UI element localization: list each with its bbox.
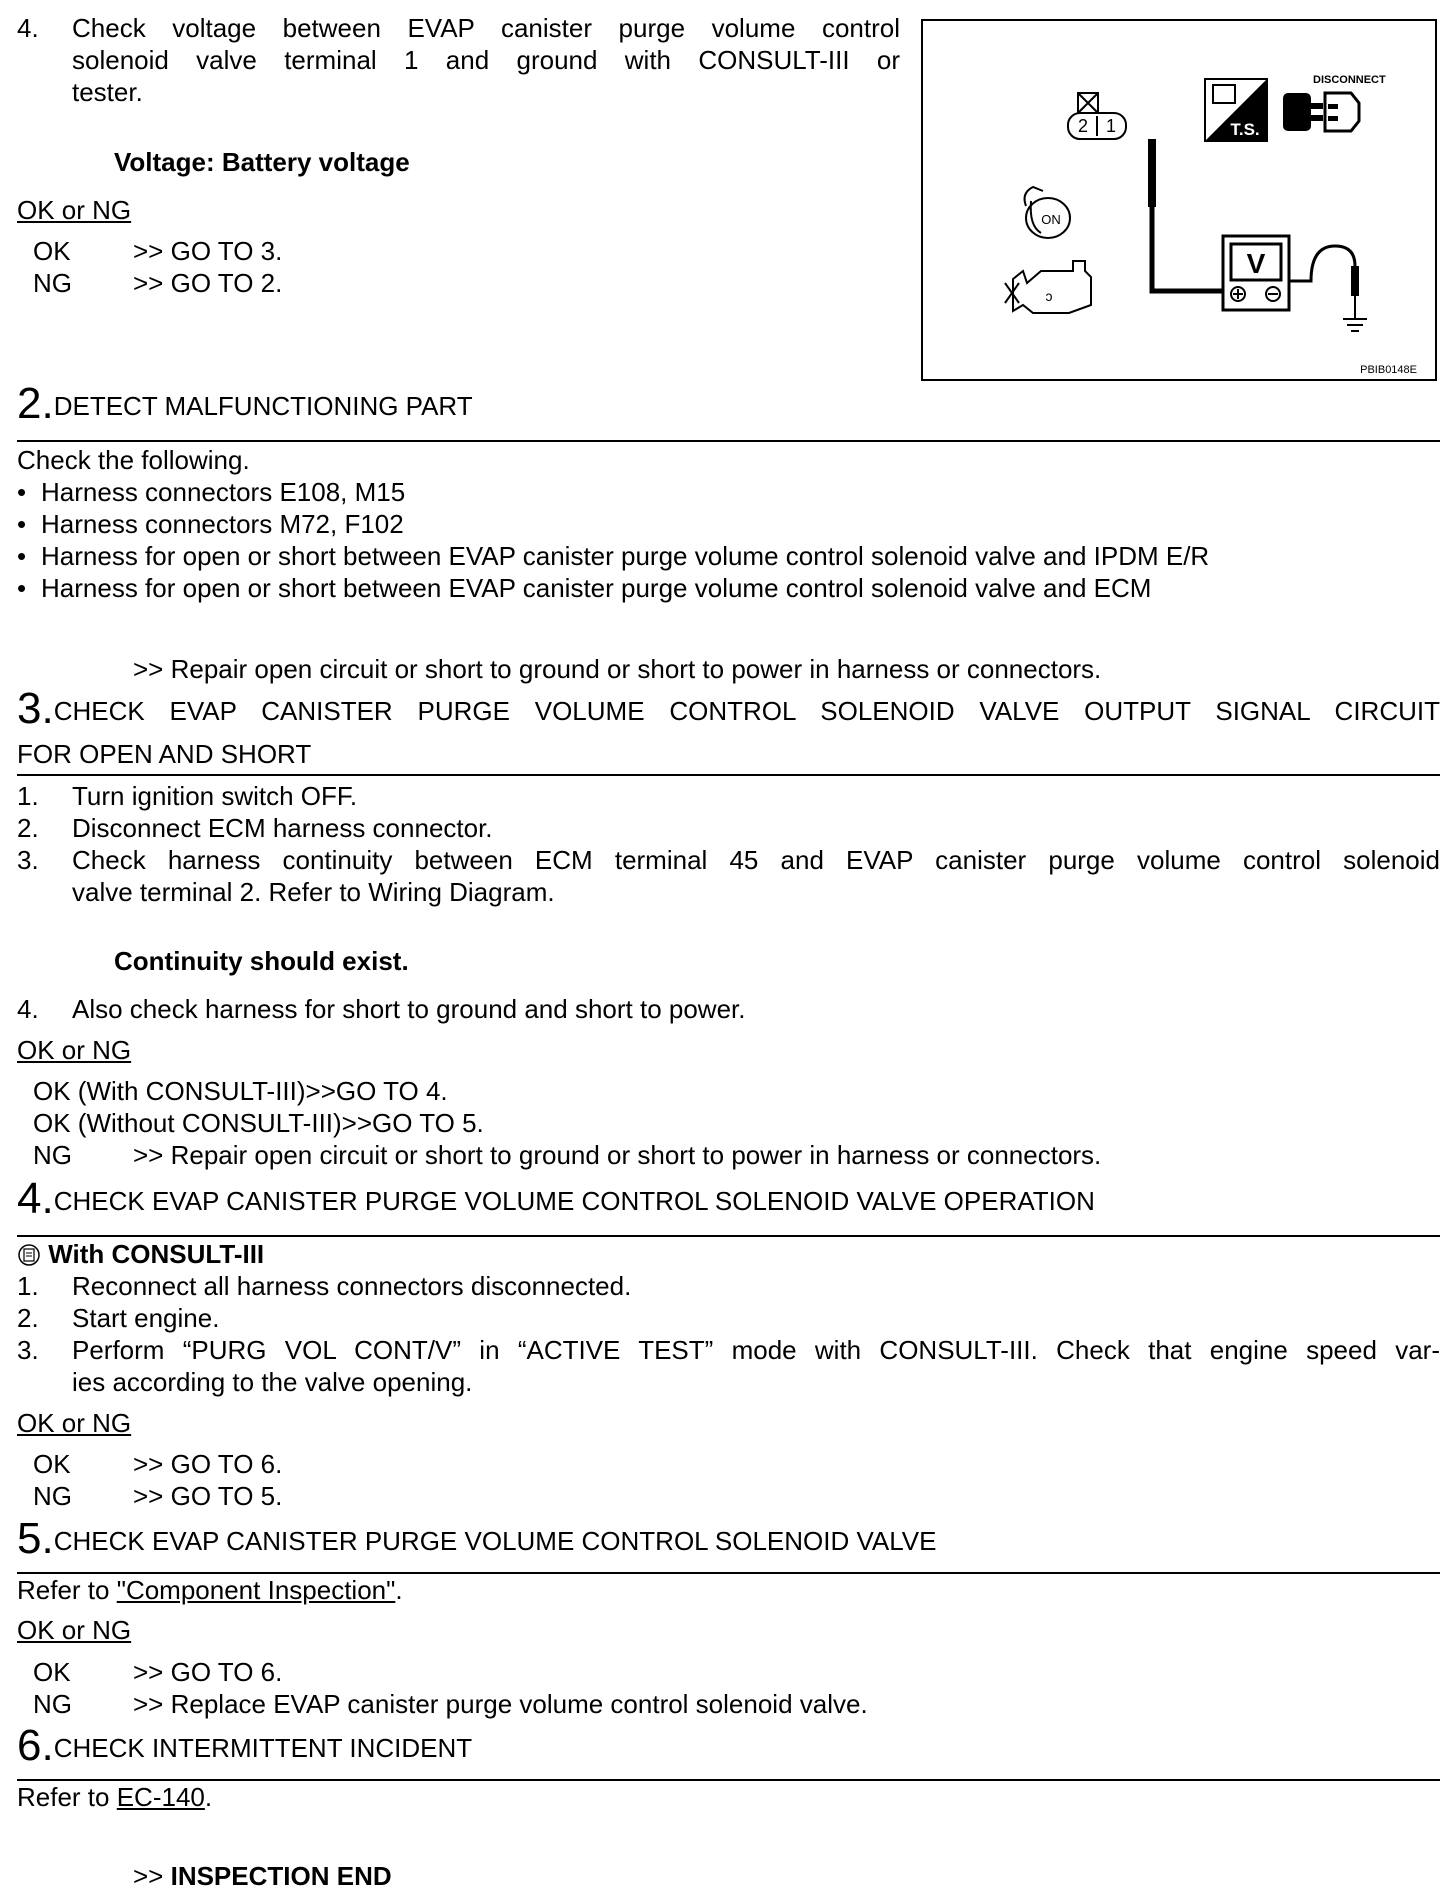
step3-rule (17, 774, 1440, 776)
result-key-ng: NG (33, 1689, 72, 1719)
result-value-ng[interactable]: >> GO TO 5. (133, 1481, 283, 1511)
step6-refer (17, 1781, 212, 1813)
ok-or-ng-heading: OK or NG (17, 195, 132, 225)
component-inspection-link[interactable]: "Component Inspection" (116, 1575, 396, 1605)
step4-number: 4. (17, 1174, 54, 1223)
step2-rule (17, 440, 1440, 442)
disconnect-label: DISCONNECT (1313, 74, 1386, 86)
step3-item-text: Also check harness for short to ground and short to power. (72, 994, 746, 1024)
ignition-on-icon (1025, 187, 1070, 238)
step4-title: CHECK EVAP CANISTER PURGE VOLUME CONTROL SOLENOID VALVE OPERATION (53, 1186, 1095, 1216)
step2-title: DETECT MALFUNCTIONING PART (53, 391, 473, 421)
step2-intro: Check the following. (17, 445, 250, 475)
with-consult-label: With CONSULT-III (48, 1239, 265, 1269)
step3-item-number: 4. (17, 994, 39, 1024)
step3-title-line2: FOR OPEN AND SHORT (17, 739, 312, 769)
step3-item-number: 2. (17, 813, 39, 843)
step1-item4-line1: Check voltage between EVAP canister purge volume control (72, 13, 900, 43)
step3-item-text: Check harness continuity between ECM terminal 45 and EVAP canister purge volume control solenoid (72, 845, 1440, 875)
continuity-spec: Continuity should exist. (114, 946, 409, 976)
pin-2-label: 2 (1077, 116, 1089, 136)
end-prefix: >> (133, 1861, 171, 1891)
step5-number: 5. (17, 1514, 54, 1563)
step2-number: 2. (17, 379, 54, 428)
step5-heading (17, 1514, 937, 1563)
step4-item-number: 2. (17, 1303, 39, 1333)
step5-refer (17, 1574, 403, 1606)
step3-item-number: 1. (17, 781, 39, 811)
svg-text:ↄ: ↄ (1045, 288, 1053, 304)
refer-prefix: Refer to (17, 1575, 117, 1605)
step4-item-number: 3. (17, 1335, 39, 1365)
step4-item-text: Start engine. (72, 1303, 220, 1333)
inspection-end[interactable] (133, 1860, 392, 1892)
step4-item-text-cont: ies according to the valve opening. (72, 1367, 473, 1397)
voltmeter-icon (1223, 236, 1289, 310)
wiring-figure (921, 19, 1437, 381)
step2-action[interactable]: >> Repair open circuit or short to ground or short to power in harness or connectors. (133, 654, 1102, 684)
step4-item-text: Reconnect all harness connectors disconnected. (72, 1271, 632, 1301)
result-value-ng[interactable]: >> Replace EVAP canister purge volume control solenoid valve. (133, 1689, 868, 1719)
ec-140-link[interactable]: EC-140 (116, 1782, 205, 1812)
result-value-ok[interactable]: >> GO TO 6. (133, 1449, 283, 1479)
step4-heading (17, 1174, 1095, 1223)
result-value-ng[interactable]: >> Repair open circuit or short to ground or short to power in harness or connectors. (133, 1140, 1102, 1170)
step4-item-number: 1. (17, 1271, 39, 1301)
step4-rule (17, 1235, 1440, 1237)
ts-label: T.S. (1230, 120, 1260, 139)
result-key-ng: NG (33, 1481, 72, 1511)
engine-icon (1005, 261, 1091, 313)
ok-or-ng-heading: OK or NG (17, 1615, 132, 1645)
step6-rule (17, 1779, 1440, 1781)
ok-or-ng-heading: OK or NG (17, 1408, 132, 1438)
result-key-ok: OK (33, 1657, 71, 1687)
test-switch-icon (1205, 79, 1267, 141)
step4-item-text: Perform “PURG VOL CONT/V” in “ACTIVE TEST” mode with CONSULT-III. Check that engine speed var- (72, 1335, 1440, 1365)
step3-item-number: 3. (17, 845, 39, 875)
step3-title-line1: CHECK EVAP CANISTER PURGE VOLUME CONTROL SOLENOID VALVE OUTPUT SIGNAL CIRCUIT (53, 696, 1440, 726)
connector-icon (1068, 93, 1126, 139)
refer-prefix: Refer to (17, 1782, 117, 1812)
meter-label: V (1246, 248, 1266, 279)
step6-heading (17, 1721, 473, 1770)
on-label: ON (1041, 212, 1061, 227)
result-ok-with-consult[interactable]: OK (With CONSULT-III)>>GO TO 4. (33, 1076, 448, 1106)
step3-heading (17, 684, 1440, 733)
step3-item-text: Disconnect ECM harness connector. (72, 813, 493, 843)
result-value-ng[interactable]: >> GO TO 2. (133, 268, 283, 298)
bullet-marker: • (17, 509, 27, 539)
ok-or-ng-heading: OK or NG (17, 1035, 132, 1065)
inspection-end-label: INSPECTION END (170, 1861, 392, 1891)
voltage-spec: Voltage: Battery voltage (114, 147, 410, 177)
probe-wire (1148, 139, 1223, 291)
step3-item-text-cont: valve terminal 2. Refer to Wiring Diagram. (72, 877, 555, 907)
result-ok-without-consult[interactable]: OK (Without CONSULT-III)>>GO TO 5. (33, 1108, 484, 1138)
step3-item-text: Turn ignition switch OFF. (72, 781, 358, 811)
bullet-marker: • (17, 541, 27, 571)
result-key-ok: OK (33, 1449, 71, 1479)
step1-item4-line3: tester. (72, 77, 143, 107)
step1-item4-number: 4. (17, 13, 39, 43)
result-value-ok[interactable]: >> GO TO 6. (133, 1657, 283, 1687)
consult-icon (17, 1243, 41, 1267)
step1-item4-line2: solenoid valve terminal 1 and ground with CONSULT-III or (72, 45, 900, 75)
bullet-item: Harness for open or short between EVAP canister purge volume control solenoid valve and IPDM E/R (41, 541, 1210, 571)
bullet-marker: • (17, 573, 27, 603)
step3-number: 3. (17, 684, 54, 733)
bullet-item: Harness for open or short between EVAP canister purge volume control solenoid valve and ECM (41, 573, 1152, 603)
result-key-ng: NG (33, 268, 72, 298)
step6-title: CHECK INTERMITTENT INCIDENT (53, 1733, 473, 1763)
pin-1-label: 1 (1105, 116, 1117, 136)
bullet-marker: • (17, 477, 27, 507)
step6-number: 6. (17, 1721, 54, 1770)
ground-lead (1289, 246, 1367, 331)
result-key-ok: OK (33, 236, 71, 266)
disconnect-icon (1283, 74, 1386, 131)
step5-title: CHECK EVAP CANISTER PURGE VOLUME CONTROL SOLENOID VALVE (53, 1526, 937, 1556)
bullet-item: Harness connectors M72, F102 (41, 509, 404, 539)
step2-heading (17, 379, 473, 428)
with-consult-row (17, 1238, 264, 1270)
result-key-ng: NG (33, 1140, 72, 1170)
refer-suffix: . (395, 1575, 403, 1605)
refer-suffix: . (204, 1782, 213, 1812)
figure-code: PBIB0148E (1360, 364, 1417, 376)
bullet-item: Harness connectors E108, M15 (41, 477, 406, 507)
result-value-ok[interactable]: >> GO TO 3. (133, 236, 283, 266)
